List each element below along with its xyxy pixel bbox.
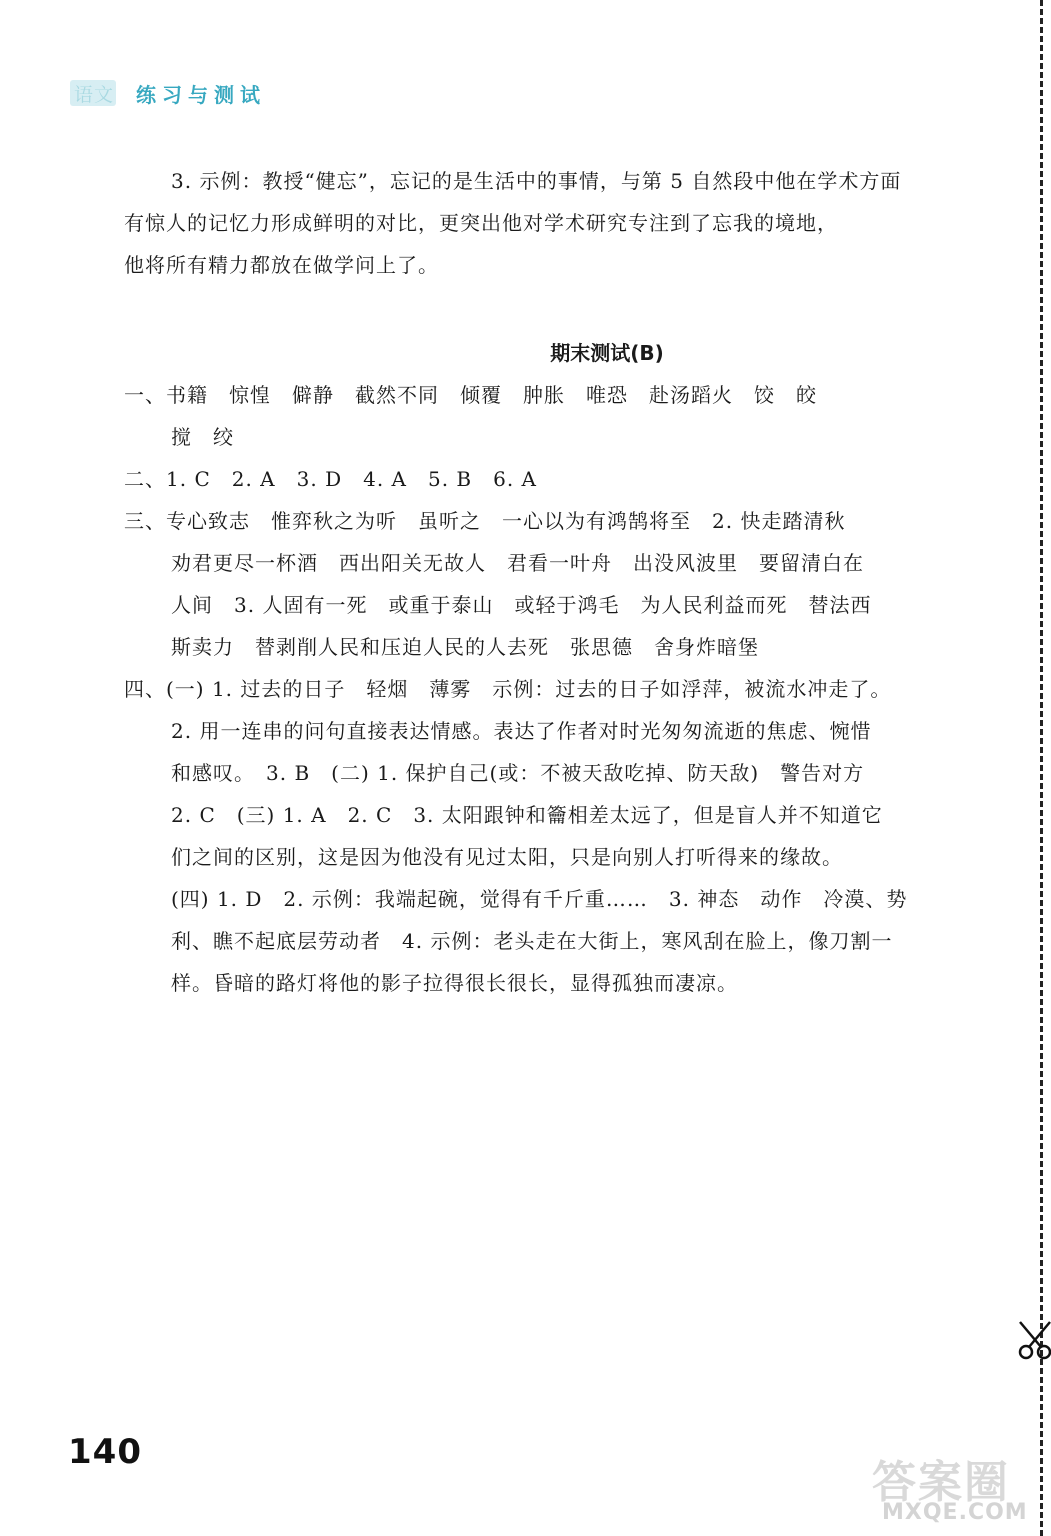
page-header <box>70 76 266 110</box>
part-3-line-2: 劝君更尽一杯酒 西出阳关无故人 君看一叶舟 出没风波里 要留清白在 <box>171 551 864 575</box>
part-4-line-4: 2. C (三) 1. A 2. C 3. 太阳跟钟和籥相差太远了，但是盲人并不知道它 <box>171 803 883 827</box>
page-number: 140 <box>68 1432 142 1472</box>
watermark <box>862 1446 1042 1532</box>
part-3-line-1: 三、专心致志 惟弈秋之为听 虽听之 一心以为有鸿鹄将至 2. 快走踏清秋 <box>124 509 846 533</box>
series-title: 练习与测试 <box>136 82 266 107</box>
part-4-line-7: 利、瞧不起底层劳动者 4. 示例：老头走在大街上，寒风刮在脸上，像刀割一 <box>171 929 893 953</box>
section-title: 期末测试(B) <box>550 341 664 365</box>
part-1-answer <box>124 374 970 458</box>
part-4-line-2: 2. 用一连串的问句直接表达情感。表达了作者对时光匆匆流逝的焦虑、惋惜 <box>171 719 872 743</box>
part-3-line-3: 人间 3. 人固有一死 或重于泰山 或轻于鸿毛 为人民利益而死 替法西 <box>171 593 872 617</box>
watermark-logo-text: 答案圈 <box>872 1457 1010 1508</box>
item-3-answer <box>124 160 970 286</box>
subject-badge <box>70 78 122 108</box>
answer-content <box>124 160 970 1004</box>
part-2-line-1: 二、1. C 2. A 3. D 4. A 5. B 6. A <box>124 467 538 491</box>
item-3-line-3: 他将所有精力都放在做学问上了。 <box>124 253 439 277</box>
part-4-line-1: 四、(一) 1. 过去的日子 轻烟 薄雾 示例：过去的日子如浮萍，被流水冲走了。 <box>124 677 892 701</box>
part-4-line-5: 们之间的区别，这是因为他没有见过太阳，只是向别人打听得来的缘故。 <box>171 845 843 869</box>
part-3-answer <box>124 500 970 668</box>
part-4-line-6: (四) 1. D 2. 示例：我端起碗，觉得有千斤重…… 3. 神态 动作 冷漠、势 <box>171 887 908 911</box>
part-2-answer <box>124 458 970 500</box>
part-4-line-3: 和感叹。 3. B (二) 1. 保护自己(或：不被天敌吃掉、防天敌) 警告对方 <box>171 761 865 785</box>
part-4-line-8: 样。昏暗的路灯将他的影子拉得很长很长，显得孤独而凄凉。 <box>171 971 738 995</box>
part-4-answer <box>124 668 970 1004</box>
cut-line <box>1040 0 1043 1536</box>
subject-label: 语文 <box>74 84 115 106</box>
part-1-line-2: 搅 绞 <box>171 425 234 449</box>
item-3-line-2: 有惊人的记忆力形成鲜明的对比，更突出他对学术研究专注到了忘我的境地， <box>124 211 838 235</box>
item-3-line-1: 3. 示例：教授“健忘”，忘记的是生活中的事情，与第 5 自然段中他在学术方面 <box>171 169 902 193</box>
watermark-url: MXQE.COM <box>882 1500 1028 1525</box>
part-1-line-1: 一、书籍 惊惶 僻静 截然不同 倾覆 肿胀 唯恐 赴汤蹈火 饺 皎 <box>124 383 817 407</box>
scissors-icon <box>1014 1318 1051 1362</box>
part-3-line-4: 斯卖力 替剥削人民和压迫人民的人去死 张思德 舍身炸暗堡 <box>171 635 759 659</box>
